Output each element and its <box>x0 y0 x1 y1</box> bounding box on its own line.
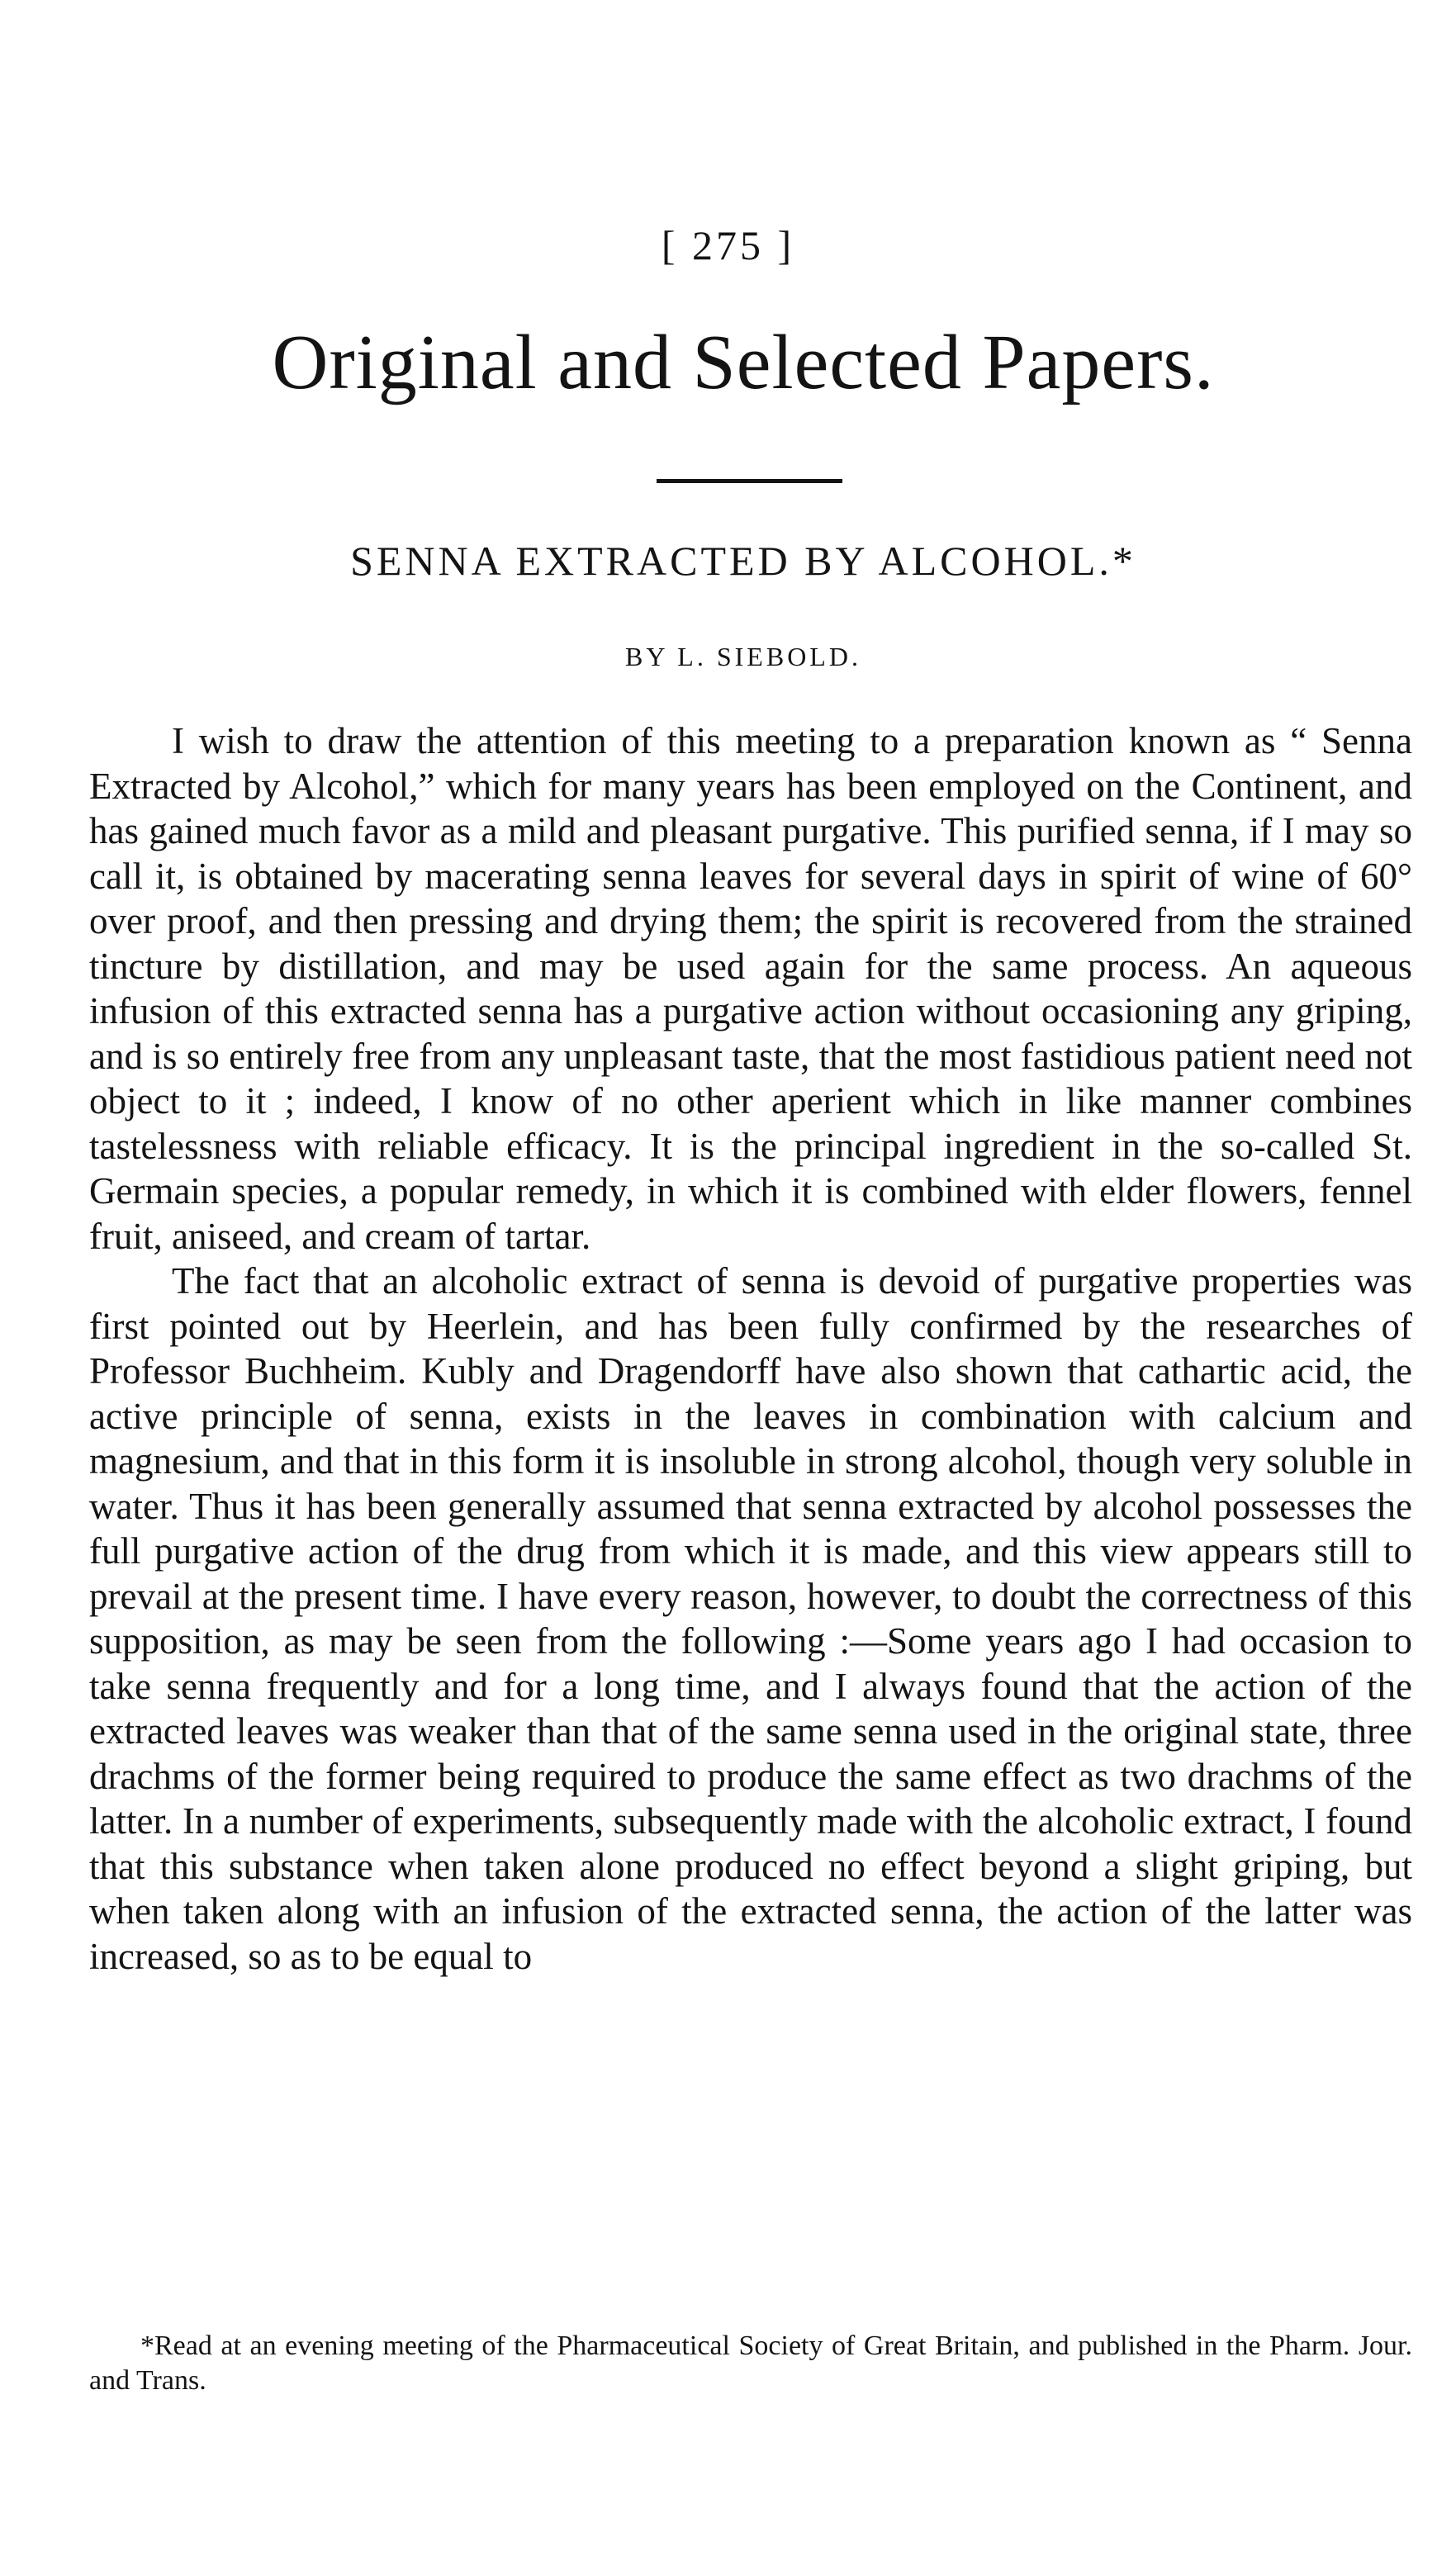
footnote <box>89 2329 1412 2398</box>
article-byline: BY L. SIEBOLD. <box>625 642 861 671</box>
footnote-text: *Read at an evening meeting of the Pharmaceutical Society of Great Britain, and published in the Pharm. Jour. and Trans. <box>89 2331 1412 2396</box>
section-title: Original and Selected Papers. <box>272 320 1215 405</box>
title-rule-divider <box>657 479 842 483</box>
page-number: [ 275 ] <box>661 222 795 268</box>
article-body <box>89 718 1412 1979</box>
body-paragraph: The fact that an alcoholic extract of senna is devoid of purgative properties was first pointed out by Heerlein, and has been fully confirmed by the researches of Professor Buchheim. Kubly and Dragendorff have also shown that cathartic acid, the active principle of senna, exists in the leaves in combination with calcium and magnesium, and that in this form it is insoluble in strong alcohol, though very soluble in water. Thus it has been generally assumed that senna extracted by alcohol possesses the full purgative action of the drug from which it is made, and this view appears still to prevail at the present time. I have every reason, however, to doubt the correctness of this supposition, as may be seen from the following :—Some years ago I had occasion to take senna frequently and for a long time, and I always found that the action of the extracted leaves was weaker than that of the same senna used in the original state, three drachms of the former being required to produce the same effect as two drachms of the latter. In a number of experiments, subsequently made with the alcoholic extract, I found that this substance when taken alone produced no effect beyond a slight griping, but when taken along with an infusion of the extracted senna, the action of the latter was increased, so as to be equal to <box>89 1260 1412 1977</box>
body-paragraph: I wish to draw the attention of this meeting to a preparation known as “ Senna Extracted by Alcohol,” which for many years has been employed on the Continent, and has gained much favor as a mild and pleasant purgative. This purified senna, if I may so call it, is obtained by macerating senna leaves for several days in spirit of wine of 60° over proof, and then pressing and drying them; the spirit is recovered from the strained tincture by distillation, and may be used again for the same process. An aqueous infusion of this extracted senna has a purgative action without occasioning any griping, and is so entirely free from any unpleasant taste, that the most fastidious patient need not object to it ; indeed, I know of no other aperient which in like manner combines tastelessness with reliable efficacy. It is the principal ingredient in the so-called St. Germain species, a popular remedy, in which it is combined with elder flowers, fennel fruit, aniseed, and cream of tartar. <box>89 720 1412 1257</box>
article-title: SENNA EXTRACTED BY ALCOHOL.* <box>350 538 1136 584</box>
